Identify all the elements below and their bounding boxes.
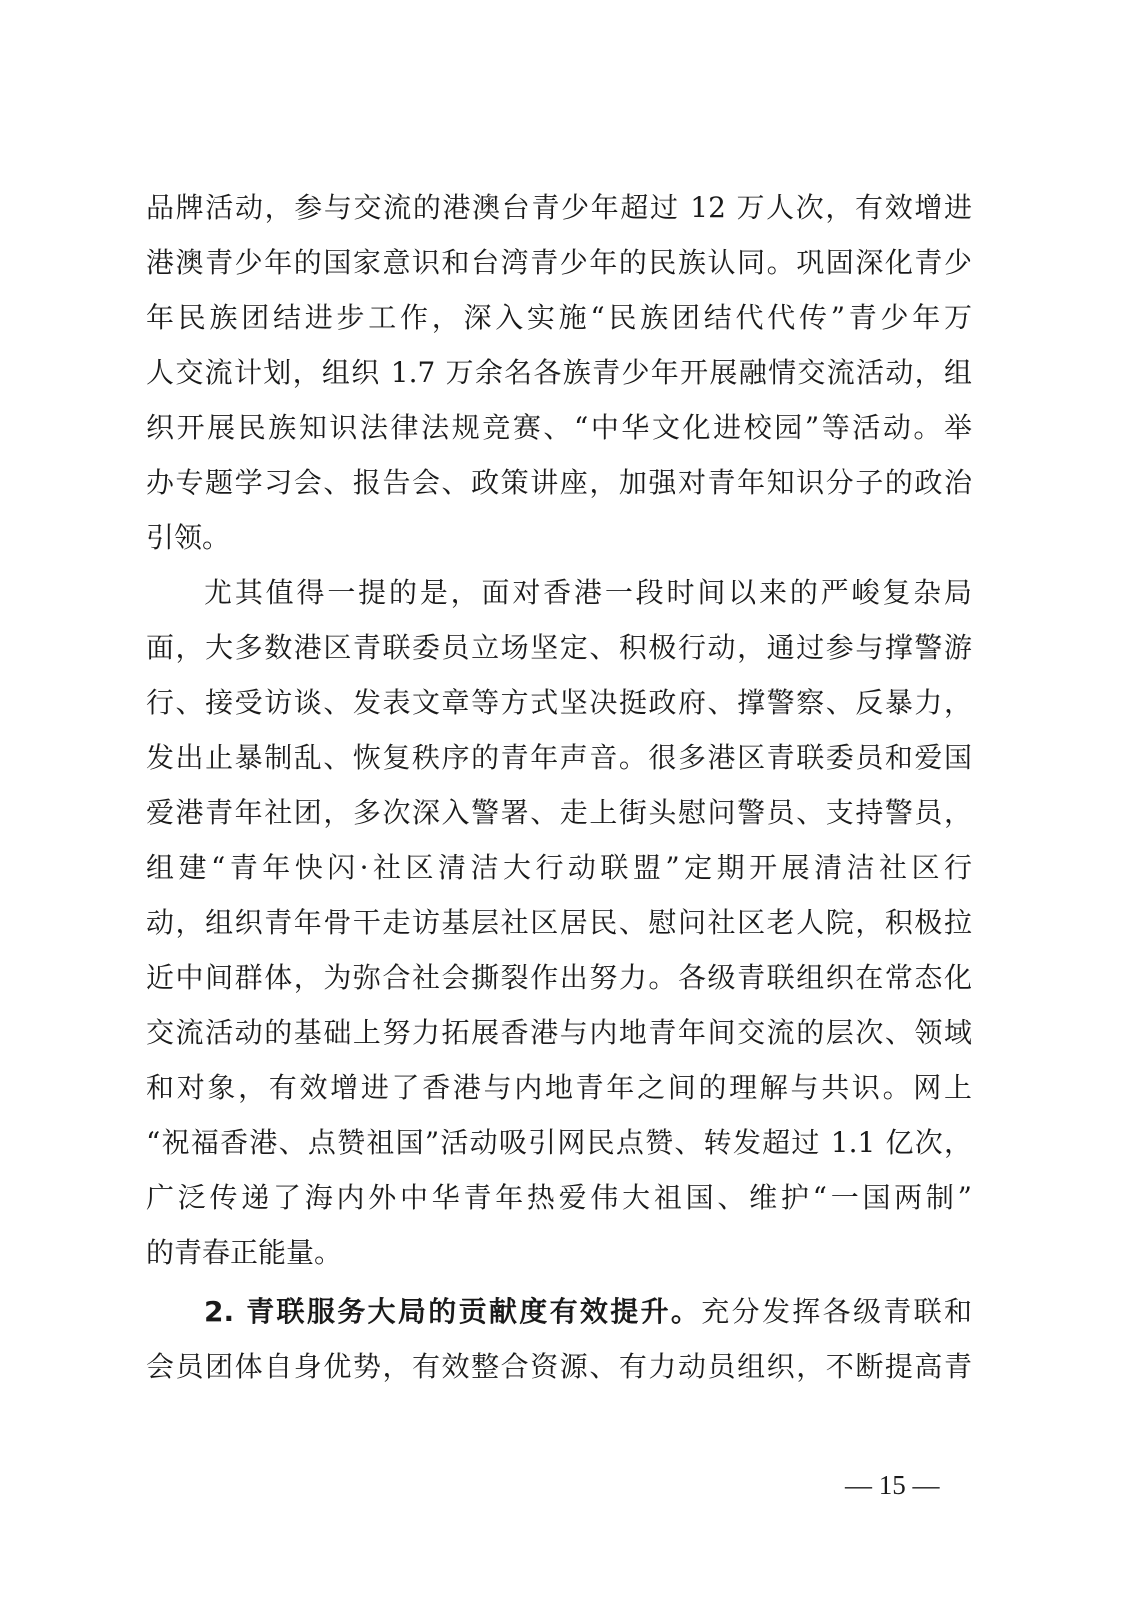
text-line: 爱港青年社团，多次深入警署、走上街头慰问警员、支持警员，	[146, 796, 972, 829]
text-line: “祝福香港、点赞祖国”活动吸引网民点赞、转发超过 1.1 亿次，	[146, 1126, 972, 1159]
text-line: 港澳青少年的国家意识和台湾青少年的民族认同。巩固深化青少	[146, 246, 972, 279]
text-line: 织开展民族知识法律法规竞赛、“中华文化进校园”等活动。举	[146, 411, 972, 444]
text-line: 品牌活动，参与交流的港澳台青少年超过 12 万人次，有效增进	[146, 191, 972, 224]
heading-continuation: 充分发挥各级青联和	[701, 1295, 972, 1328]
body-text	[146, 180, 972, 1394]
text-line: 办专题学习会、报告会、政策讲座，加强对青年知识分子的政治	[146, 466, 972, 499]
text-line: 会员团体自身优势，有效整合资源、有力动员组织，不断提高青	[146, 1350, 972, 1383]
text-line: 近中间群体，为弥合社会撕裂作出努力。各级青联组织在常态化	[146, 961, 972, 994]
section-heading: 2. 青联服务大局的贡献度有效提升。	[204, 1295, 702, 1328]
text-line: 发出止暴制乱、恢复秩序的青年声音。很多港区青联委员和爱国	[146, 741, 972, 774]
paragraph	[146, 1284, 972, 1394]
text-line: 引领。	[146, 521, 231, 554]
text-line: 和对象，有效增进了香港与内地青年之间的理解与共识。网上	[146, 1071, 972, 1104]
text-line: 交流活动的基础上努力拓展香港与内地青年间交流的层次、领域	[146, 1016, 972, 1049]
text-line: 广泛传递了海内外中华青年热爱伟大祖国、维护“一国两制”	[146, 1181, 972, 1214]
text-line	[146, 1284, 972, 1339]
paragraph	[146, 180, 972, 565]
paragraph	[146, 565, 972, 1280]
text-line: 尤其值得一提的是，面对香港一段时间以来的严峻复杂局	[204, 576, 972, 609]
text-line: 动，组织青年骨干走访基层社区居民、慰问社区老人院，积极拉	[146, 906, 972, 939]
text-line: 年民族团结进步工作，深入实施“民族团结代代传”青少年万	[146, 301, 972, 334]
text-line: 面，大多数港区青联委员立场坚定、积极行动，通过参与撑警游	[146, 631, 972, 664]
text-line: 组建“青年快闪·社区清洁大行动联盟”定期开展清洁社区行	[146, 851, 972, 884]
text-line: 行、接受访谈、发表文章等方式坚决挺政府、撑警察、反暴力，	[146, 686, 972, 719]
text-line: 的青春正能量。	[146, 1236, 343, 1269]
text-line: 人交流计划，组织 1.7 万余名各族青少年开展融情交流活动，组	[146, 356, 972, 389]
page-number: — 15 —	[845, 1470, 940, 1500]
